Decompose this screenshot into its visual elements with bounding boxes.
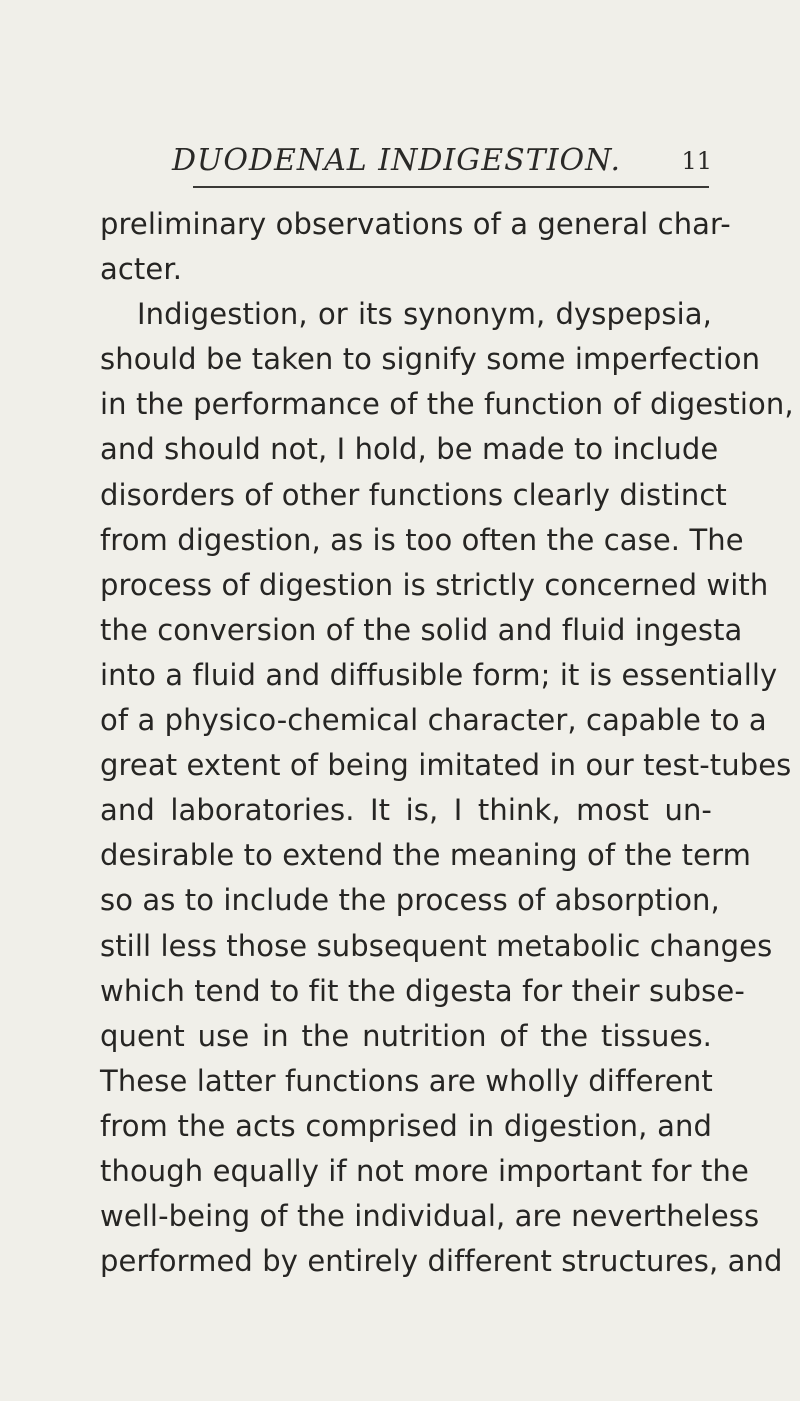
text-line: the conversion of the solid and fluid ingesta [100,612,743,647]
text-line: so as to include the process of absorption, [100,883,720,918]
text-line: and laboratories. It is, I think, most un- [100,793,712,828]
text-line: These latter functions are wholly different [100,1063,713,1098]
text-line-paragraph-start: Indigestion, or its synonym, dyspepsia, [137,297,712,332]
text-line: into a fluid and diffusible form; it is essentially [100,657,778,692]
text-line: though equally if not more important for the [100,1153,749,1188]
text-line: process of digestion is strictly concerned with [100,567,769,602]
text-line: which tend to fit the digesta for their subse- [100,973,745,1008]
text-line: great extent of being imitated in our test-tubes [100,748,792,783]
running-title: DUODENAL INDIGESTION. [172,143,621,178]
text-line: desirable to extend the meaning of the term [100,838,751,873]
text-line: quent use in the nutrition of the tissues. [100,1018,712,1053]
text-line: in the performance of the function of digestion, [100,387,794,422]
text-line: from digestion, as is too often the case. The [100,522,744,557]
text-line: of a physico-chemical character, capable to a [100,703,767,738]
text-line: still less those subsequent metabolic changes [100,928,773,963]
text-line: from the acts comprised in digestion, and [100,1108,712,1143]
text-line: and should not, I hold, be made to include [100,432,719,467]
text-line: preliminary observations of a general char- [100,207,731,241]
body-text [100,202,794,1284]
header-rule [193,186,709,188]
running-head [172,143,712,183]
text-line: well-being of the individual, are nevertheless [100,1199,760,1234]
text-line: acter. [100,252,183,287]
page-number: 11 [681,147,712,175]
text-line: should be taken to signify some imperfection [100,342,761,377]
text-line: disorders of other functions clearly distinct [100,477,727,512]
text-line: performed by entirely different structures, and [100,1244,783,1279]
